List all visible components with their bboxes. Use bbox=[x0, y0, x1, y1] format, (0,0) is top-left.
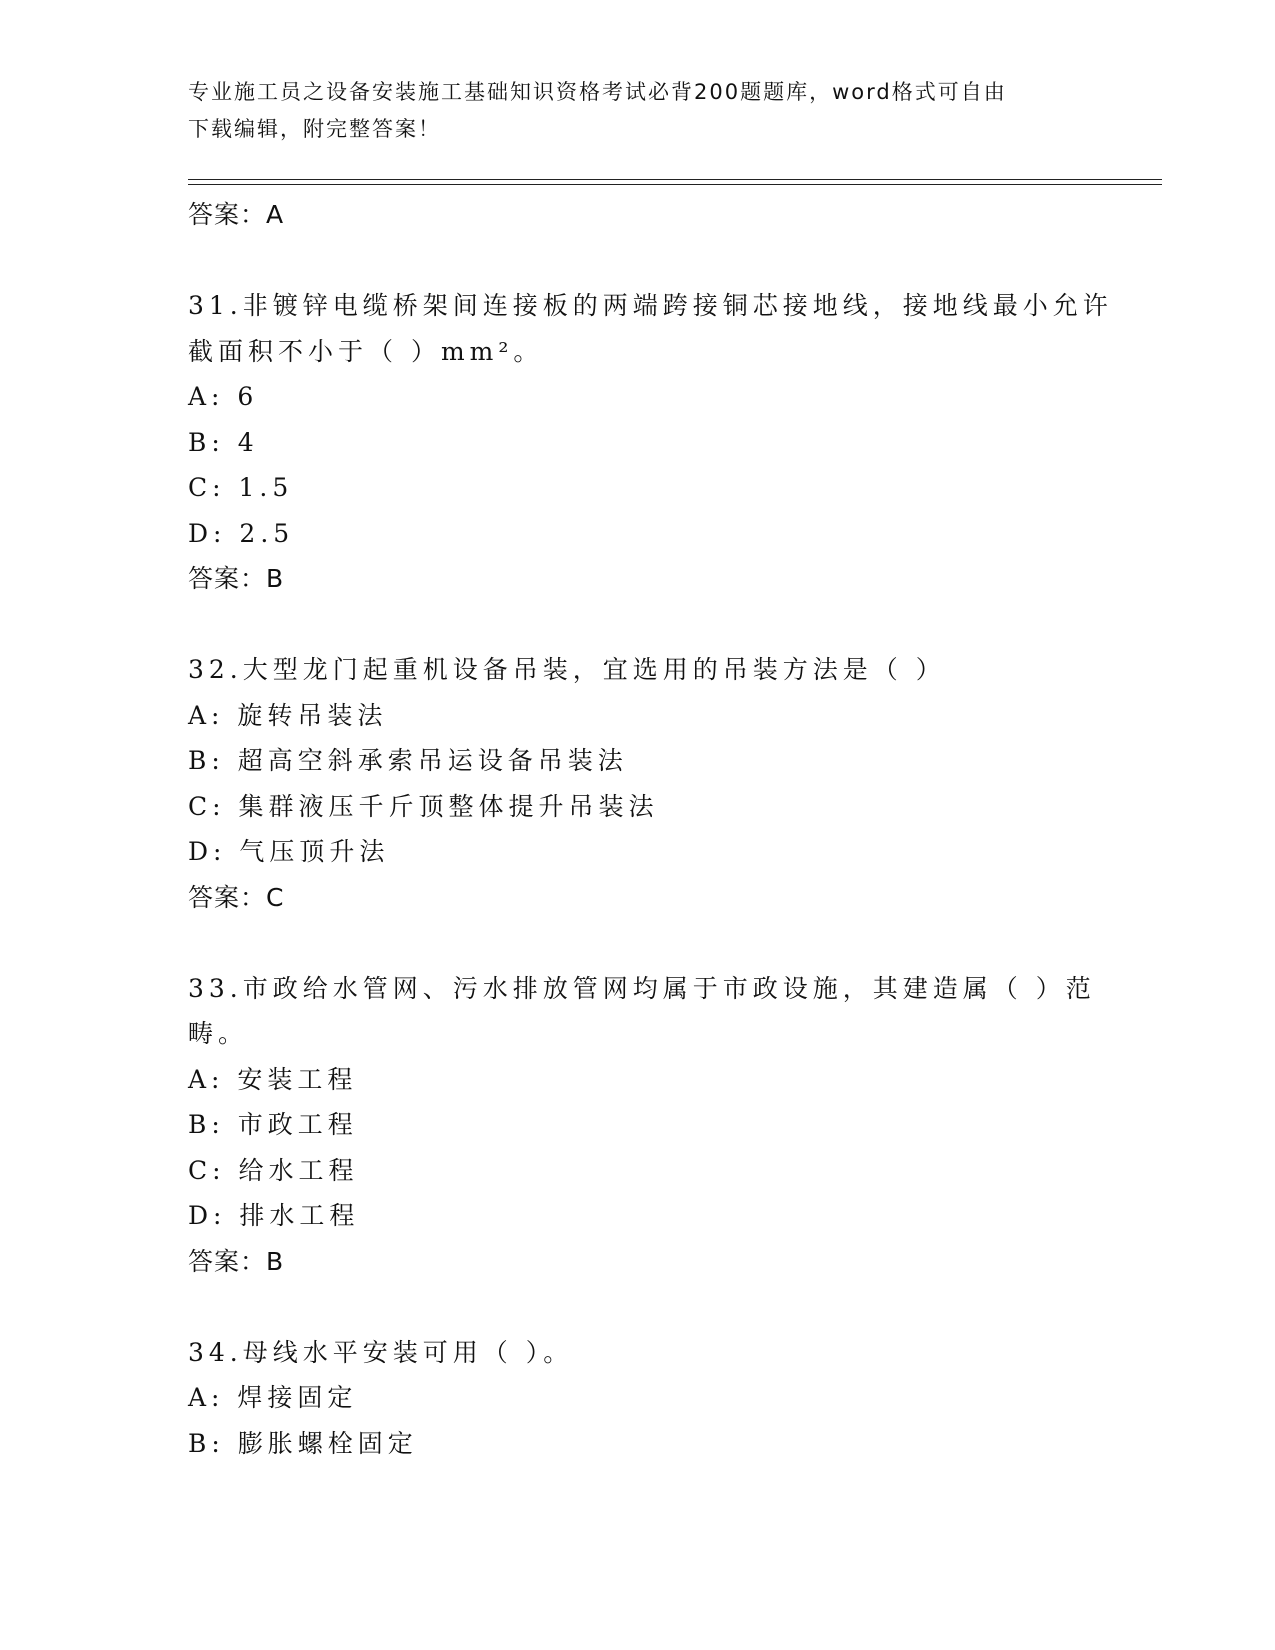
question-stem-line: 32.大型龙门起重机设备吊装，宜选用的吊装方法是（ ） bbox=[188, 655, 946, 684]
question-stem-line: 截面积不小于（ ）mm²。 bbox=[188, 336, 544, 366]
option-c: C: 给水工程 bbox=[188, 1155, 359, 1185]
option-a: A: 6 bbox=[188, 382, 259, 411]
question-stem-line: 33.市政给水管网、污水排放管网均属于市政设施，其建造属（ ）范 bbox=[188, 973, 1096, 1003]
header-line-2: 下载编辑，附完整答案！ bbox=[188, 117, 441, 141]
question-33 bbox=[188, 966, 1096, 1285]
question-32 bbox=[188, 647, 1088, 920]
document-header bbox=[188, 74, 1068, 148]
question-stem-line: 畴。 bbox=[188, 1019, 249, 1048]
option-d: D: 气压顶升法 bbox=[188, 837, 390, 866]
option-a: A: 焊接固定 bbox=[188, 1383, 358, 1412]
option-b: B: 超高空斜承索吊运设备吊装法 bbox=[188, 746, 628, 775]
header-line-1: 专业施工员之设备安装施工基础知识资格考试必背200题题库，word格式可自由 bbox=[188, 80, 1007, 104]
question-34 bbox=[188, 1330, 1088, 1467]
option-d: D: 2.5 bbox=[188, 518, 295, 548]
option-b: B: 市政工程 bbox=[188, 1110, 358, 1139]
option-a: A: 安装工程 bbox=[188, 1064, 358, 1094]
question-stem-line: 34.母线水平安装可用（ ）。 bbox=[188, 1337, 574, 1367]
option-b: B: 4 bbox=[188, 427, 259, 457]
header-rule-top bbox=[188, 179, 1162, 180]
spacer bbox=[188, 1284, 1088, 1330]
answer-line: 答案：B bbox=[188, 564, 285, 593]
answer-line: 答案：B bbox=[188, 1246, 285, 1276]
question-31 bbox=[188, 283, 1113, 602]
question-list bbox=[188, 192, 1113, 1466]
option-d: D: 排水工程 bbox=[188, 1201, 360, 1230]
spacer bbox=[188, 602, 1088, 648]
header-rule-bottom bbox=[188, 184, 1162, 185]
spacer bbox=[188, 238, 1088, 284]
previous-answer: 答案：A bbox=[188, 200, 285, 229]
option-b: B: 膨胀螺栓固定 bbox=[188, 1428, 418, 1458]
option-c: C: 1.5 bbox=[188, 473, 294, 502]
question-stem-line: 31.非镀锌电缆桥架间连接板的两端跨接铜芯接地线，接地线最小允许 bbox=[188, 291, 1113, 320]
option-c: C: 集群液压千斤顶整体提升吊装法 bbox=[188, 791, 659, 821]
answer-line: 答案：C bbox=[188, 882, 285, 912]
option-a: A: 旋转吊装法 bbox=[188, 700, 388, 730]
spacer bbox=[188, 920, 1088, 966]
